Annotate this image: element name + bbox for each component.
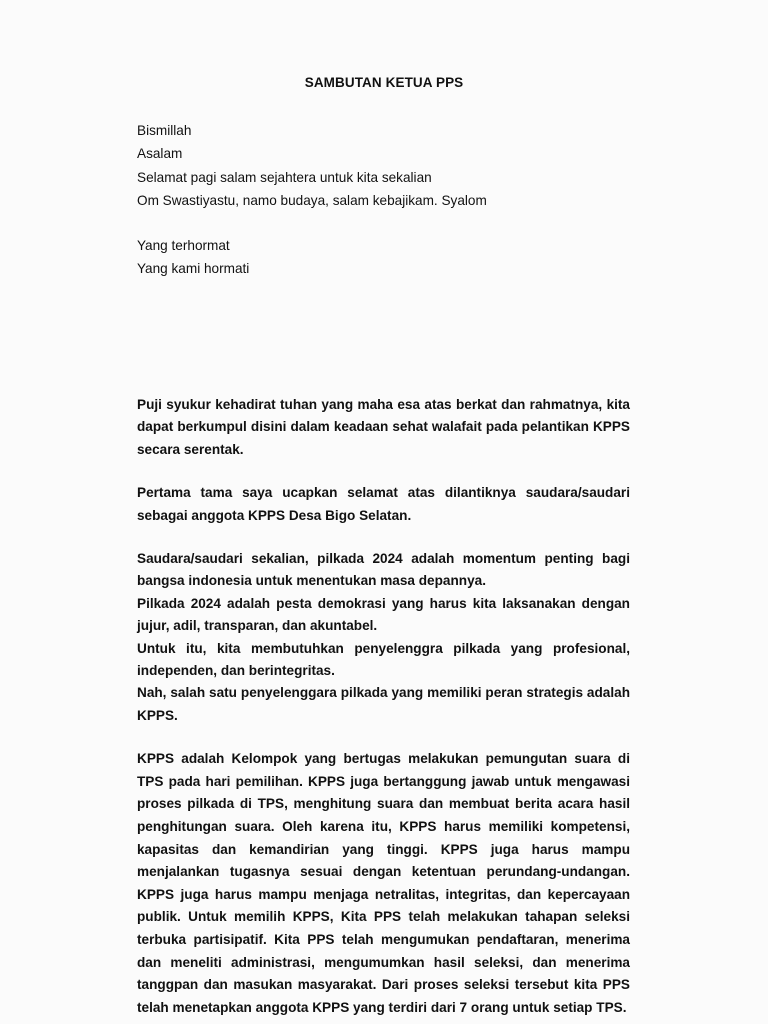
paragraph-pilkada-need: Untuk itu, kita membutuhkan penyelenggra pilkada yang profesional, independen, dan berintegritas. (137, 640, 630, 679)
spacer (137, 213, 487, 234)
greeting-line: Selamat pagi salam sejahtera untuk kita sekalian (137, 169, 432, 185)
greeting-line: Bismillah (137, 123, 192, 138)
paragraph-congratulation: Pertama tama saya ucapkan selamat atas dilantiknya saudara/saudari sebagai anggota KPPS Desa Bigo Selatan. (137, 485, 630, 523)
paragraph-pilkada-momentum: Saudara/saudari sekalian, pilkada 2024 adalah momentum penting bagi bangsa indonesia untuk menentukan masa depannya. (137, 551, 630, 589)
paragraph-gratitude: Puji syukur kehadirat tuhan yang maha esa atas berkat dan rahmatnya, kita dapat berkumpul disini dalam keadaan sehat walafait pada pelantikan KPPS secara serentak. (137, 397, 630, 457)
speech-body (137, 394, 630, 1019)
document-title: SAMBUTAN KETUA PPS (304, 75, 464, 90)
paragraph-pilkada-kpps: Nah, salah satu penyelenggara pilkada yang memiliki peran strategis adalah KPPS. (137, 685, 630, 723)
honorific-line: Yang kami hormati (137, 261, 250, 277)
paragraph-pilkada-democracy: Pilkada 2024 adalah pesta demokrasi yang harus kita laksanakan dengan jujur, adil, transparan, dan akuntabel. (137, 595, 630, 634)
greetings-block (137, 119, 487, 280)
paragraph-kpps-role: KPPS adalah Kelompok yang bertugas melakukan pemungutan suara di TPS pada hari pemilihan. KPPS juga bertanggung jawab untuk mengawasi proses pilkada di TPS, menghitung suara dan membuat berita acara hasil penghitungan suara. Oleh karena itu, KPPS harus memiliki kompetensi, kapasitas dan kemandirian yang tinggi. KPPS juga harus mampu menjalankan tugasnya sesuai dengan ketentuan perundang-undangan. KPPS juga harus mampu menjaga netralitas, integritas, dan kepercayaan publik. Untuk memilih KPPS, Kita PPS telah melakukan tahapan seleksi terbuka partisipatif. Kita PPS telah mengumukan pendaftaran, menerima dan meneliti administrasi, mengumumkan hasil seleksi, dan menerima tanggpan dan masukan masyarakat. Dari proses seleksi tersebut kita PPS telah menetapkan anggota KPPS yang terdiri dari 7 orang untuk setiap TPS. (137, 751, 630, 1015)
greeting-line: Om Swastiyastu, namo budaya, salam kebajikam. Syalom (137, 193, 487, 209)
greeting-line: Asalam (137, 146, 183, 162)
honorific-line: Yang terhormat (137, 237, 230, 253)
